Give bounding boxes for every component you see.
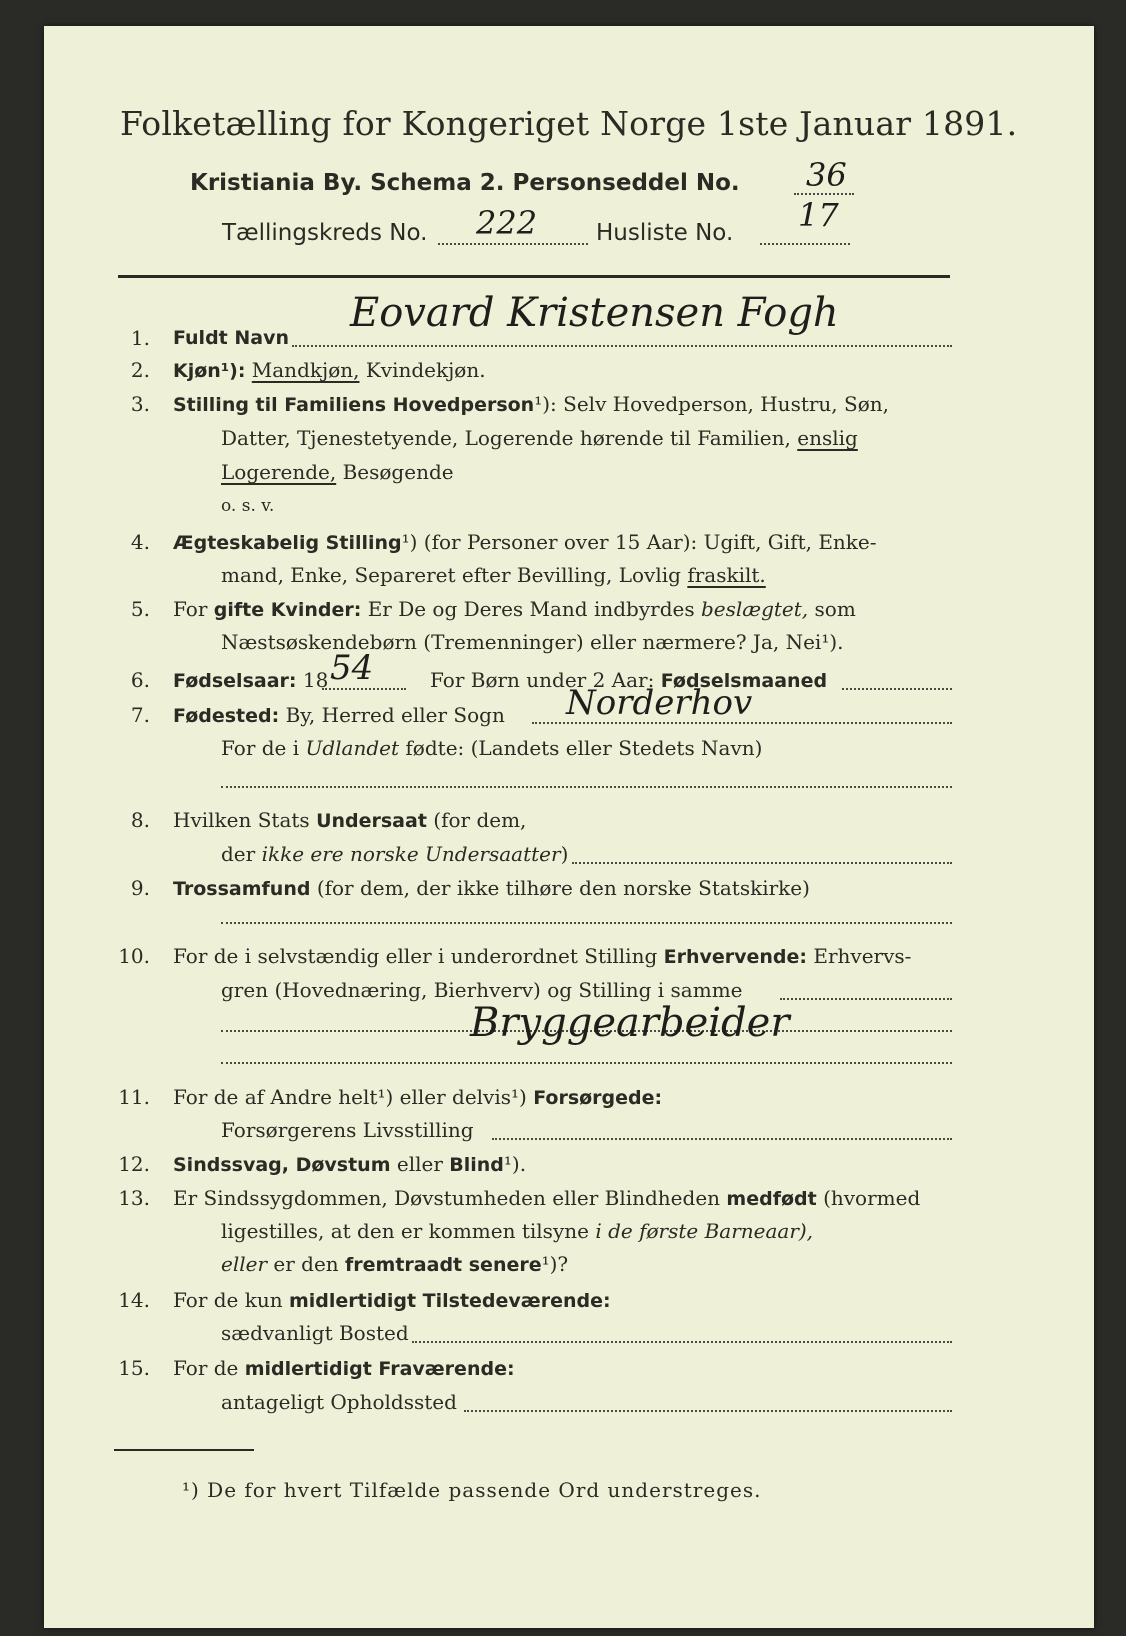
- field-5-pre: For: [173, 597, 208, 621]
- sex-option-male: Mandkjøn,: [251, 358, 360, 382]
- birth-year-prefix: 18: [302, 668, 329, 692]
- field-8-line-1a: Hvilken Stats: [173, 808, 310, 832]
- birth-year-dots: [322, 688, 406, 690]
- field-10-dots-3: [221, 1062, 952, 1064]
- field-13-fremtraadt: fremtraadt senere: [345, 1254, 542, 1276]
- field-15-number: 15.: [118, 1356, 150, 1380]
- field-15-line-2: antageligt Opholdssted: [221, 1390, 457, 1414]
- field-6-number: 6.: [130, 668, 150, 692]
- field-12-end: ¹).: [503, 1152, 527, 1176]
- field-11-forsorgede: Forsørgede:: [533, 1087, 663, 1109]
- field-1-label: Fuldt Navn: [173, 327, 290, 349]
- field-5-line-2: Næstsøskendebørn (Tremenninger) eller nærmere? Ja, Nei¹).: [221, 630, 844, 654]
- field-3-option-enslig: enslig: [797, 426, 858, 450]
- field-14-line-2: sædvanligt Bosted: [221, 1321, 409, 1345]
- field-1-dots: [292, 345, 952, 347]
- field-10-line-2: gren (Hovednæring, Bierhverv) og Stilling i samme: [221, 978, 743, 1002]
- field-8-line-2b: ): [560, 842, 569, 866]
- field-3-option-besogende: Besøgende: [342, 460, 454, 484]
- field-7-udlandet: Udlandet: [305, 736, 400, 760]
- field-5-label: gifte Kvinder:: [213, 599, 362, 621]
- field-8-undersaat: Undersaat: [316, 810, 427, 832]
- field-8-number: 8.: [130, 808, 150, 832]
- field-11-line-2: Forsørgerens Livsstilling: [221, 1118, 474, 1142]
- field-8-line-1c: (for dem,: [433, 808, 527, 832]
- footnote-rule: [114, 1449, 254, 1451]
- field-9-dots: [221, 922, 952, 924]
- field-7-blank-dots: [221, 786, 952, 788]
- field-4-line-1: ¹) (for Personer over 15 Aar): Ugift, Gift, Enke-: [401, 530, 877, 554]
- field-9-line-1: (for dem, der ikke tilhøre den norske Statskirke): [316, 876, 810, 900]
- birth-month-dots: [842, 688, 952, 690]
- field-13-line-3c: ¹)?: [541, 1252, 569, 1276]
- field-9-number: 9.: [130, 876, 150, 900]
- field-3-number: 3.: [130, 392, 150, 416]
- field-2-label: Kjøn¹):: [173, 360, 246, 382]
- occupation-value: Bryggearbeider: [470, 1000, 790, 1046]
- field-13-medfodt: medfødt: [726, 1188, 817, 1210]
- field-10-line-1a: For de i selvstændig eller i underordnet Stilling: [173, 944, 658, 968]
- field-3-label: Stilling til Familiens Hovedperson: [173, 394, 535, 416]
- taellingskreds-dots: [438, 243, 588, 245]
- field-6-label: Fødselsaar:: [173, 670, 297, 692]
- field-14-line-1a: For de kun: [173, 1288, 283, 1312]
- field-4-number: 4.: [130, 530, 150, 554]
- field-3-line-1: ¹): Selv Hovedperson, Hustru, Søn,: [534, 392, 890, 416]
- taellingskreds-label: Tællingskreds No.: [222, 220, 428, 246]
- form-title: Folketælling for Kongeriget Norge 1ste Januar 1891.: [120, 104, 1018, 143]
- field-10-number: 10.: [118, 944, 150, 968]
- field-8-line-2a: der: [221, 842, 256, 866]
- sex-option-female: Kvindekjøn.: [365, 358, 486, 382]
- header-rule: [118, 275, 950, 278]
- field-14-label: midlertidigt Tilstedeværende:: [288, 1290, 611, 1312]
- personseddel-no: 36: [806, 156, 847, 194]
- taellingskreds-no: 222: [476, 204, 538, 242]
- field-13-line-2i: i de første Barneaar),: [595, 1219, 814, 1243]
- field-14-number: 14.: [118, 1288, 150, 1312]
- husliste-label: Husliste No.: [596, 220, 734, 246]
- field-4-line-2: mand, Enke, Separeret efter Bevilling, Lovlig: [221, 563, 681, 587]
- field-13-line-2a: ligestilles, at den er kommen tilsyne: [221, 1219, 589, 1243]
- field-6-mid: For Børn under 2 Aar:: [430, 668, 655, 692]
- field-13-line-3a: er den: [273, 1252, 339, 1276]
- field-15-line-1a: For de: [173, 1356, 239, 1380]
- field-5-number: 5.: [130, 597, 150, 621]
- field-13-number: 13.: [118, 1186, 150, 1210]
- schema-line: Kristiania By. Schema 2. Personseddel No.: [190, 170, 740, 196]
- field-12-number: 12.: [118, 1152, 150, 1176]
- field-10-erhvervende: Erhvervende:: [663, 946, 808, 968]
- field-2-number: 2.: [130, 358, 150, 382]
- field-13-line-1c: (hvormed: [823, 1186, 921, 1210]
- field-10-line-1c: Erhvervs-: [813, 944, 912, 968]
- field-15-label: midlertidigt Fraværende:: [244, 1358, 515, 1380]
- field-14-dots: [412, 1341, 952, 1343]
- field-7-line-2a: For de i: [221, 736, 300, 760]
- field-11-line-1a: For de af Andre helt¹) eller delvis¹): [173, 1085, 527, 1109]
- field-3-osv: o. s. v.: [221, 496, 275, 516]
- husliste-dots: [760, 243, 850, 245]
- footnote: ¹) De for hvert Tilfælde passende Ord understreges.: [182, 1478, 762, 1502]
- field-13-eller: eller: [221, 1252, 268, 1276]
- field-7-number: 7.: [130, 703, 150, 727]
- birth-year-value: 54: [330, 648, 374, 688]
- field-12-mid: eller: [396, 1152, 443, 1176]
- field-6-label-2: Fødselsmaaned: [660, 670, 828, 692]
- field-9-label: Trossamfund: [173, 878, 311, 900]
- field-11-number: 11.: [118, 1085, 150, 1109]
- field-12-label-2: Blind: [449, 1154, 504, 1176]
- field-1-number: 1.: [130, 326, 150, 350]
- field-15-dots: [464, 1410, 952, 1412]
- husliste-no: 17: [798, 196, 839, 234]
- full-name-value: Eovard Kristensen Fogh: [350, 290, 839, 336]
- field-12-label: Sindssvag, Døvstum: [173, 1154, 391, 1176]
- field-5-som: som: [814, 597, 856, 621]
- field-3-option-logerende: Logerende,: [221, 460, 337, 484]
- field-13-line-1a: Er Sindssygdommen, Døvstumheden eller Blindheden: [173, 1186, 721, 1210]
- field-3-line-2: Datter, Tjenestetyende, Logerende hørende til Familien,: [221, 426, 791, 450]
- field-7-line-1: By, Herred eller Sogn: [285, 703, 505, 727]
- field-8-dots: [572, 862, 952, 864]
- birthplace-value: Norderhov: [566, 683, 753, 723]
- field-4-label: Ægteskabelig Stilling: [173, 532, 402, 554]
- field-5-beslaegtet: beslægtet,: [700, 597, 809, 621]
- field-7-line-2b: fødte: (Landets eller Stedets Navn): [405, 736, 763, 760]
- field-5-line-1: Er De og Deres Mand indbyrdes: [367, 597, 695, 621]
- field-10-dots-1: [780, 998, 952, 1000]
- field-11-dots: [492, 1138, 952, 1140]
- field-8-line-2i: ikke ere norske Undersaatter: [261, 842, 561, 866]
- field-7-label: Fødested:: [173, 705, 280, 727]
- field-4-option-fraskilt: fraskilt.: [687, 563, 766, 587]
